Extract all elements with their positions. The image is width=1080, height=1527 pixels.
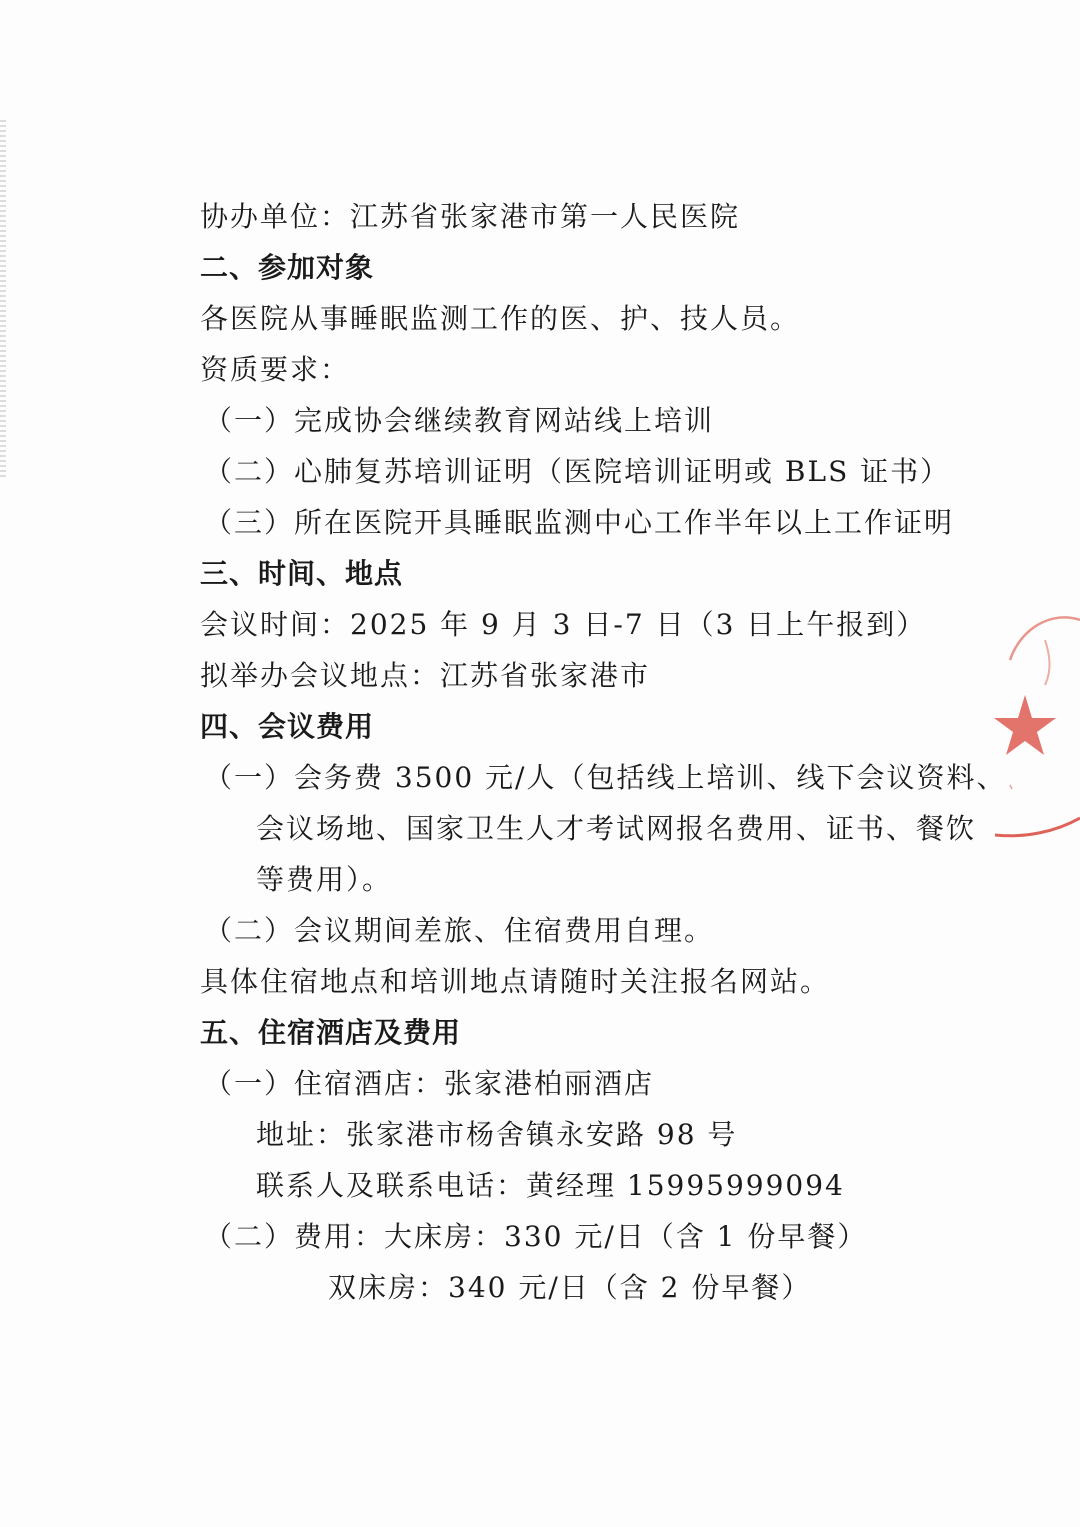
text-line: （二）心肺复苏培训证明（医院培训证明或 BLS 证书）	[204, 455, 951, 488]
red-seal-stamp-icon	[990, 600, 1080, 850]
text-line: 协办单位：江苏省张家港市第一人民医院	[200, 200, 741, 233]
text-line: 资质要求：	[200, 353, 351, 386]
text-line: 会议时间：2025 年 9 月 3 日-7 日（3 日上午报到）	[200, 608, 927, 641]
text-line: 具体住宿地点和培训地点请随时关注报名网站。	[200, 965, 831, 998]
section-heading: 二、参加对象	[200, 251, 375, 284]
text-line: （一）会务费 3500 元/人（包括线上培训、线下会议资料、	[204, 761, 1007, 794]
text-line: 等费用）。	[256, 863, 393, 896]
section-heading: 四、会议费用	[200, 710, 375, 743]
text-line: 联系人及联系电话：黄经理 15995999094	[256, 1169, 845, 1202]
text-line: （一）住宿酒店：张家港柏丽酒店	[204, 1067, 655, 1100]
text-line: 各医院从事睡眠监测工作的医、护、技人员。	[200, 302, 801, 335]
text-line: （二）会议期间差旅、住宿费用自理。	[204, 914, 715, 947]
text-line: 地址：张家港市杨舍镇永安路 98 号	[256, 1118, 738, 1151]
text-line: 双床房：340 元/日（含 2 份早餐）	[328, 1271, 812, 1304]
text-line: （三）所在医院开具睡眠监测中心工作半年以上工作证明	[204, 506, 955, 539]
text-line: 会议场地、国家卫生人才考试网报名费用、证书、餐饮	[256, 812, 977, 845]
section-heading: 三、时间、地点	[200, 557, 404, 590]
document-body	[200, 191, 1007, 1313]
text-line: 拟举办会议地点：江苏省张家港市	[200, 659, 651, 692]
section-heading: 五、住宿酒店及费用	[200, 1016, 462, 1049]
text-line: （二）费用：大床房：330 元/日（含 1 份早餐）	[204, 1220, 868, 1253]
scan-edge-artifact	[0, 120, 6, 480]
text-line: （一）完成协会继续教育网站线上培训	[204, 404, 715, 437]
